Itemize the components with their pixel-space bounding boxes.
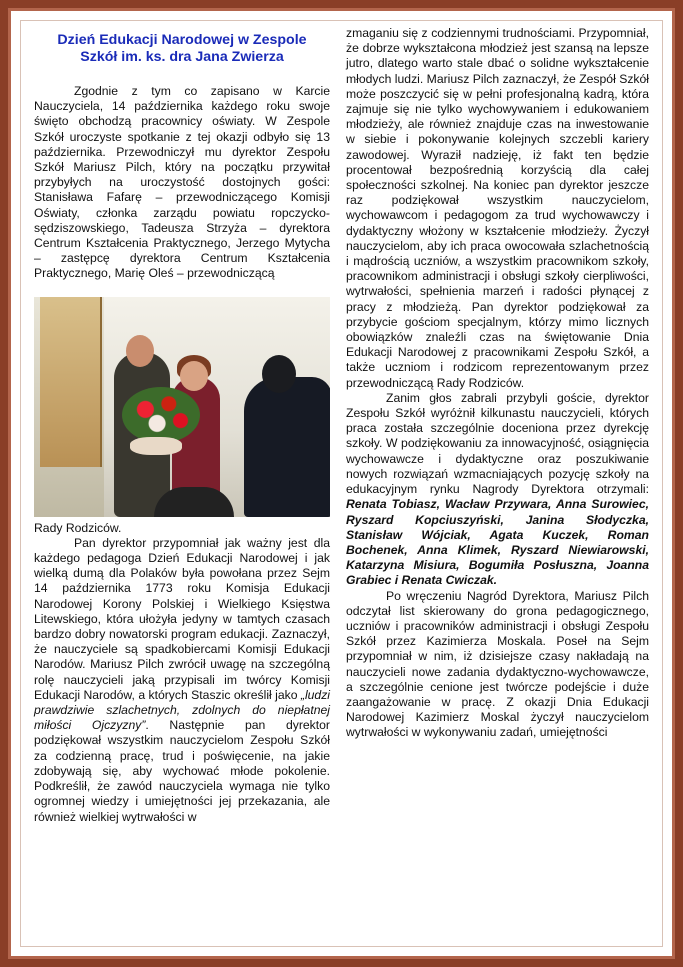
right-p2-text: Zanim głos zabrali przybyli goście, dyrektor Zespołu Szkół wyróżnił kilkunastu nauczycieli, których praca została szczególnie doceniona przez dyrekcję szkoły. W podziękowaniu za innowacyjność, osiągnięcia wychowawcze i dydaktyczne oraz poszukiwanie nowych rozwiązań wzmacniających pozycję szkoły na edukacyjnym rynku Nagrody Dyrektora otrzymali: [346,390,649,497]
photo-man-head [126,335,154,367]
left-paragraph-1-cont: Rady Rodziców. [34,520,122,535]
left-column [34,22,330,825]
right-paragraph-1: zmaganiu się z codziennymi trudnościami. Przypomniał, że dobrze wykształcona młodzież jest szansą na lepsze jutro, dlatego warto stale dbać o solidne wykształcenie młodych ludzi. Mariusz Pilch zaznaczył, że Zespół Szkół może poszczycić się w pełni profesjonalną kadrą, która zajmuje się nie tylko wychowywaniem i edukowaniem młodzieży, ale również znajduje czas na inwestowanie w siebie i pokonywanie kolejnych szczebli kariery zawodowej. Wyraził nadzieję, iż fakt ten będzie procentował bezpośrednią korzyścią dla całej społeczności szkolnej. Na koniec pan dyrektor jeszcze raz podziękował wszystkim nauczycielom, wychowawcom i pedagogom za trud wychowawczy i dydaktyczny włożony w kształcenie młodzieży. Życzył nauczycielom, aby ich praca owocowała szlachetnością i mądrością uczniów, a wszystkim pracownikom szkoły, pracownikom administracji i obsługi szkoły cierpliwości, wytrwałości, spełnienia marzeń i radości płynącej z pracy z młodzieżą. Pan dyrektor podziękował za przybycie gościom specjalnym, którzy mimo licznych obowiązków znaleźli czas na świętowanie Dnia Edukacji Narodowej z pracownikami Zespołu Szkół, a także uczniom i rodzicom reprezentowanym przez przewodniczącą Rady Rodziców. [346,26,649,390]
right-paragraph-3: Po wręczeniu Nagród Dyrektora, Mariusz Pilch odczytał list skierowany do grona pedagogicznego, uczniów i pracowników administracji i obsługi Zespołu Szkół przez Kazimierza Moskala. Poseł na Sejm przypomniał w nim, iż dzisiejsze czasy nakładają na nauczycieli nowe zadania dydaktyczno-wychowawcze, a szczególnie cenione jest twórcze podejście i duże zaangażowanie w pracę. Z okazji Dnia Edukacji Narodowej Kazimierz Moskal życzył nauczycielom wytrwałości w wykonywaniu zadań, umiejętności [346,588,649,740]
photo-woman-head [180,361,208,391]
title-line-2: Szkół im. ks. dra Jana Zwierza [80,49,284,65]
right-column [346,26,649,741]
left-p2-part-2: . Następnie pan dyrektor podziękował wszystkim nauczycielom Zespołu Szkół za codzienną pracę, trud i poświęcenie, na jakie zdobywają się, aby wychować młode pokolenie. Podkreślił, że zawód nauczyciela wymaga nie tylko ogromnej wiedzy i umiejętności jej przekazania, ale również wielkiej wytrwałości w [34,718,330,824]
ceremony-photo [34,297,330,517]
photo-door [40,297,102,467]
article-title [34,32,330,66]
left-paragraph-2 [34,536,330,825]
left-p2-part-1: Pan dyrektor przypomniał jak ważny jest dla każdego pedagoga Dzień Edukacji Narodowej i jak wielką dumą dla Polaków była powołana przez Sejm 14 października 1773 roku Komisja Edukacji Narodowej Korony Polskiej i Wielkiego Księstwa Litewskiego, która ułożyła jedyny w tamtych czasach bardzo dobry nowatorski program edukacji. Zaznaczył, że nauczyciele są spadkobiercami Komisji Edukacji Narodów. Mariusz Pilch zwrócił uwagę na szczególną rolę nauczycieli jaką przypisali im twórcy Komisji Edukacji Narodów, a których Staszic określił jako [34,535,330,702]
photo-man-in-suit [244,377,330,517]
title-line-1: Dzień Edukacji Narodowej w Zespole [57,32,307,48]
flower-bouquet [122,387,200,443]
left-paragraph-1: Zgodnie z tym co zapisano w Karcie Nauczyciela, 14 października każdego roku swoje święto obchodzą pracownicy oświaty. W Zespole Szkół uroczyste spotkanie z tej okazji odbyło się 13 października. Przewodniczył mu dyrektor Zespołu Szkół Mariusz Pilch, który na początku przywitał przybyłych na uroczystość dostojnych gości: Stanisława Fafarę – przewodniczącego Komisji Oświaty, członka zarządu powiatu ropczycko-sędziszowskiego, Tadeusza Strzyża – dyrektora Centrum Kształcenia Praktycznego, Jerzego Mytycha – zastępcę dyrektora Centrum Kształcenia Praktycznego, Marię Oleś – przewodniczącą [34,84,330,281]
award-winners-list: Renata Tobiasz, Wacław Przywara, Anna Surowiec, Ryszard Kopciuszyński, Janina Słodyczka, Stanisław Wójciak, Agata Kuczek, Roman Bochenek, Anna Klimek, Ryszard Niewiarowski, Katarzyna Misiura, Bogumiła Posłuszna, Joanna Grabiec i Renata Cwiczak. [346,497,649,588]
photo-certificate [130,437,182,455]
photo-man-in-suit-head [262,355,296,393]
right-paragraph-2 [346,391,649,589]
staszic-quote: „ludzi prawdziwie szlachetnych, zdolnych do niepłatnej miłości Ojczyzny” [34,687,331,733]
